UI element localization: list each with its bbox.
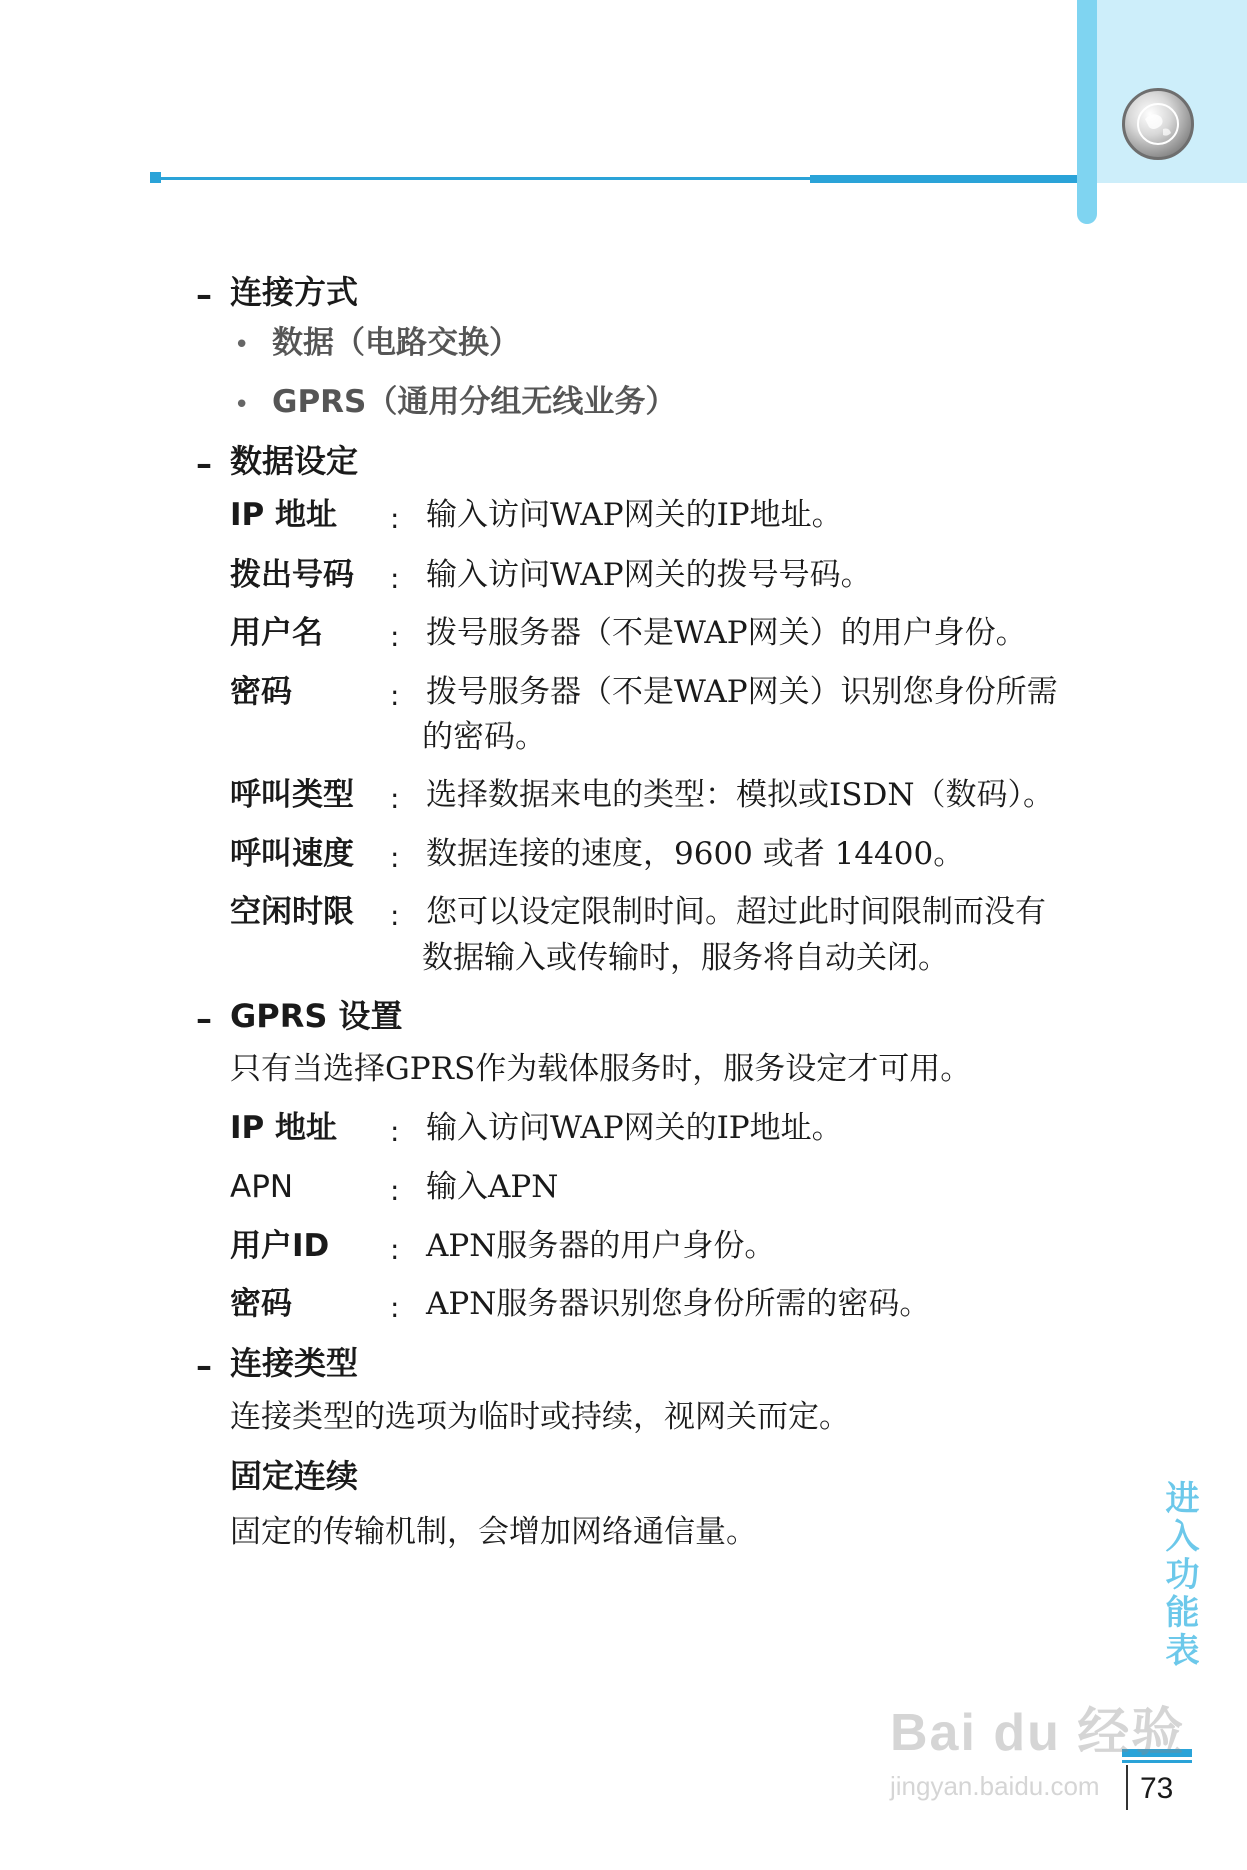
value-ip-address: 输入访问WAP网关的IP地址。 — [426, 497, 843, 533]
label-call-speed: 呼叫速度 — [230, 836, 354, 872]
section-dash: – — [196, 1000, 212, 1038]
section-title-data-settings: 数据设定 — [230, 442, 359, 480]
section-dash: – — [196, 445, 212, 483]
value-username: 拨号服务器（不是WAP网关）的用户身份。 — [426, 615, 1027, 651]
label-apn: APN — [230, 1169, 294, 1205]
globe-icon — [1122, 88, 1194, 160]
colon: : — [390, 1174, 400, 1207]
colon: : — [390, 620, 400, 653]
option-gprs: GPRS（通用分组无线业务） — [272, 384, 677, 420]
watermark-url: jingyan.baidu.com — [890, 1771, 1100, 1801]
connection-type-intro: 连接类型的选项为临时或持续，视网关而定。 — [230, 1399, 850, 1435]
value-call-speed: 数据连接的速度，9600 或者 14400。 — [426, 836, 965, 872]
colon: : — [390, 841, 400, 874]
label-password: 密码 — [230, 674, 292, 710]
colon: : — [390, 1115, 400, 1148]
section-dash: – — [196, 276, 212, 314]
value-password-cont: 的密码。 — [422, 719, 546, 755]
fixed-continuous-desc: 固定的传输机制，会增加网络通信量。 — [230, 1514, 757, 1550]
value-idle-timeout-cont: 数据输入或传输时，服务将自动关闭。 — [422, 940, 949, 976]
value-password: 拨号服务器（不是WAP网关）识别您身份所需 — [426, 674, 1058, 710]
label-idle-timeout: 空闲时限 — [230, 894, 354, 930]
header-side-tab — [1077, 0, 1097, 224]
value-call-type: 选择数据来电的类型：模拟或ISDN（数码）。 — [426, 777, 1054, 813]
label-gprs-password: 密码 — [230, 1286, 292, 1322]
colon: : — [390, 502, 400, 535]
subhead-fixed-continuous: 固定连续 — [230, 1457, 359, 1495]
value-gprs-ip-address: 输入访问WAP网关的IP地址。 — [426, 1110, 843, 1146]
label-gprs-ip-address: IP 地址 — [230, 1110, 338, 1146]
colon: : — [390, 899, 400, 932]
watermark-logo: Bai du 经验 — [890, 1704, 1186, 1762]
watermark — [890, 1690, 1185, 1802]
header-rule-thick — [810, 175, 1077, 183]
colon: : — [390, 1291, 400, 1324]
label-username: 用户名 — [230, 615, 323, 651]
colon: : — [390, 679, 400, 712]
value-dial-number: 输入访问WAP网关的拨号号码。 — [426, 557, 872, 593]
bullet-icon: • — [234, 330, 250, 360]
bullet-icon: • — [234, 390, 250, 420]
header-rule — [150, 177, 810, 180]
option-data-circuit: 数据（电路交换） — [272, 325, 520, 361]
side-section-label: 进入功能表 — [1159, 1480, 1199, 1670]
colon: : — [390, 1233, 400, 1266]
section-title-gprs-settings: GPRS 设置 — [230, 997, 403, 1035]
label-ip-address: IP 地址 — [230, 497, 338, 533]
value-gprs-password: APN服务器识别您身份所需的密码。 — [426, 1286, 931, 1322]
label-user-id: 用户ID — [230, 1228, 330, 1264]
value-user-id: APN服务器的用户身份。 — [426, 1228, 776, 1264]
label-call-type: 呼叫类型 — [230, 777, 354, 813]
section-title-connection-method: 连接方式 — [230, 273, 359, 311]
colon: : — [390, 562, 400, 595]
gprs-intro: 只有当选择GPRS作为载体服务时，服务设定才可用。 — [230, 1051, 972, 1087]
value-apn: 输入APN — [426, 1169, 559, 1205]
label-dial-number: 拨出号码 — [230, 557, 354, 593]
section-title-connection-type: 连接类型 — [230, 1344, 359, 1382]
page-number: 73 — [1140, 1772, 1174, 1805]
section-dash: – — [196, 1347, 212, 1385]
colon: : — [390, 782, 400, 815]
value-idle-timeout: 您可以设定限制时间。超过此时间限制而没有 — [426, 894, 1046, 930]
